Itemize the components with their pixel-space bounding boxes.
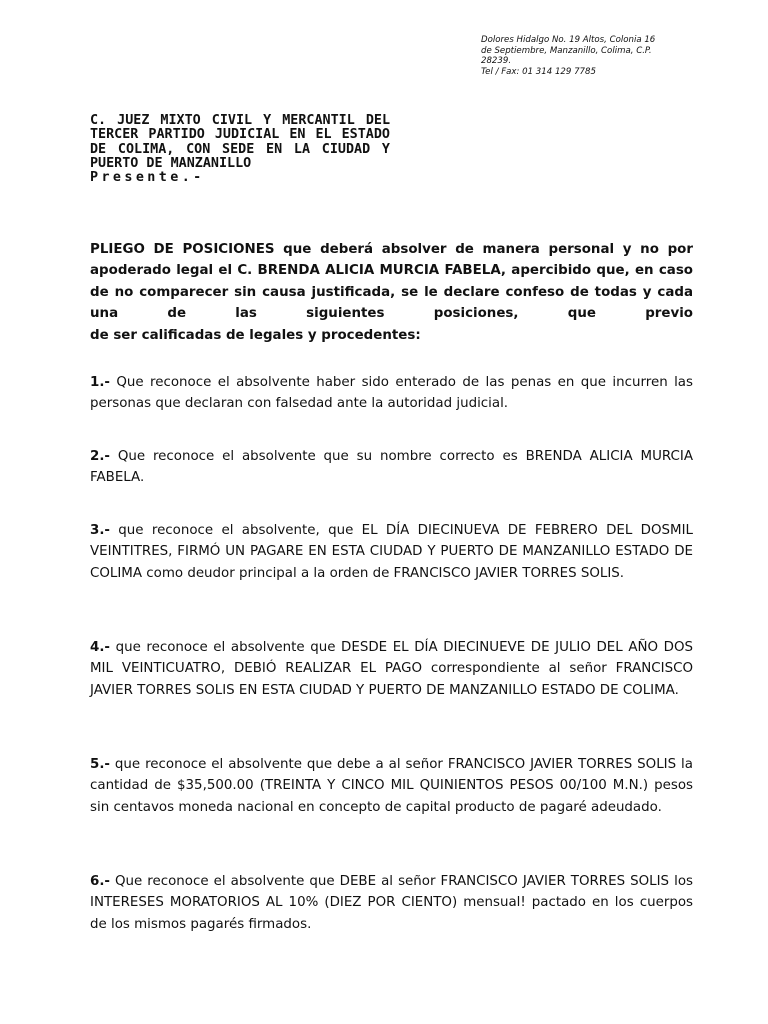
address-line: Dolores Hidalgo No. 19 Altos, Colonia 16 xyxy=(481,35,656,45)
address-line: de Septiembre, Manzanillo, Colima, C.P. xyxy=(481,45,652,56)
position-item xyxy=(90,520,693,584)
position-item xyxy=(90,637,693,701)
position-item xyxy=(90,871,693,935)
position-number: 3.- xyxy=(90,523,110,538)
position-number: 4.- xyxy=(90,640,110,655)
intro-text-last: de ser calificadas de legales y procedentes: xyxy=(90,327,421,343)
position-number: 2.- xyxy=(90,449,110,464)
position-text: que reconoce el absolvente que DESDE EL DÍA DIECINUEVE DE JULIO DEL AÑO DOS MIL VEINTICUATRO, DEBIÓ REALIZAR EL PAGO correspondiente al señor FRANCISCO JAVIER TORRES SOLIS EN ESTA CIUDAD Y PUERTO DE MANZANILLO ESTADO DE COLIMA. xyxy=(90,640,693,698)
position-number: 1.- xyxy=(90,375,110,390)
position-text: Que reconoce el absolvente haber sido enterado de las penas en que incurren las personas que declaran con falsedad ante la autoridad judicial. xyxy=(90,375,693,412)
position-text: que reconoce el absolvente que debe a al señor FRANCISCO JAVIER TORRES SOLIS la cantidad de $35,500.00 (TREINTA Y CINCO MIL QUINIENTOS PESOS 00/100 M.N.) pesos sin centavos moneda nacional en concepto de capital producto de pagaré adeudado. xyxy=(90,757,693,815)
letterhead-address xyxy=(481,35,694,77)
recipient-line: EN LA CIUDAD Y PUERTO DE xyxy=(90,141,390,171)
recipient-line: MANZANILLO xyxy=(170,155,252,171)
phone-fax: Tel / Fax: 01 314 129 7785 xyxy=(481,66,596,77)
recipient-line: EL ESTADO DE COLIMA, CON SEDE xyxy=(90,127,390,157)
recipient-block xyxy=(90,114,390,185)
intro-paragraph xyxy=(90,239,693,346)
salutation: Presente.- xyxy=(90,170,205,186)
recipient-line: C. JUEZ MIXTO CIVIL Y MERCANTIL xyxy=(90,113,355,128)
position-item xyxy=(90,372,693,415)
address-line: 28239. xyxy=(481,56,512,66)
intro-text: PLIEGO DE POSICIONES que deberá absolver de manera personal y no por apoderado legal el C. BRENDA ALICIA MURCIA FABELA, apercibido que, en caso de no comparecer sin causa justificada, se le declare confeso de todas y cada una de las siguientes posiciones, que previo xyxy=(90,242,693,322)
position-text: que reconoce el absolvente, que EL DÍA DIECINUEVA DE FEBRERO DEL DOSMIL VEINTITRES, FIRMÓ UN PAGARE EN ESTA CIUDAD Y PUERTO DE MANZANILLO ESTADO DE COLIMA como deudor principal a la orden de FRANCISCO JAVIER TORRES SOLIS. xyxy=(90,523,693,581)
position-text: Que reconoce el absolvente que su nombre correcto es BRENDA ALICIA MURCIA FABELA. xyxy=(90,449,693,486)
position-number: 6.- xyxy=(90,874,110,889)
position-item xyxy=(90,754,693,818)
position-item xyxy=(90,446,693,489)
position-text: Que reconoce el absolvente que DEBE al señor FRANCISCO JAVIER TORRES SOLIS los INTERESES MORATORIOS AL 10% (DIEZ POR CIENTO) mensual! pactado en los cuerpos de los mismos pagarés firmados. xyxy=(90,874,693,932)
position-number: 5.- xyxy=(90,757,110,772)
recipient-line: DEL TERCER PARTIDO JUDICIAL EN xyxy=(90,113,391,143)
